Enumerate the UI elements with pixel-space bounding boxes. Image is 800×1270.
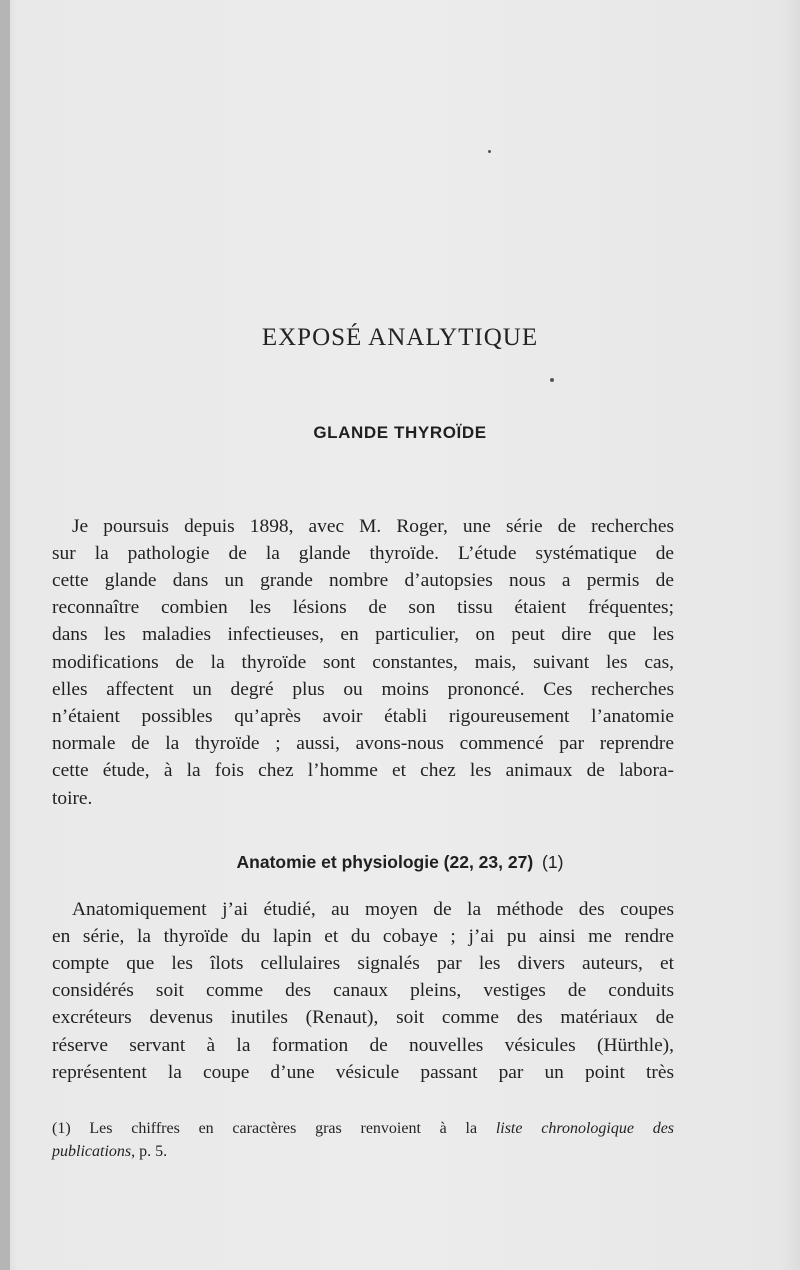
text-line: reconnaître combien les lésions de son tissu étaient fréquentes; — [52, 597, 674, 618]
text-line: n’étaient possibles qu’après avoir établi rigoureusement l’anatomie — [52, 706, 674, 727]
page-title: EXPOSÉ ANALYTIQUE — [261, 324, 539, 351]
footnote-line-2 — [52, 1141, 674, 1163]
section-heading — [0, 852, 800, 873]
footnote-italic-text: publications — [52, 1143, 132, 1160]
footnote-italic-text: liste chronologique des — [495, 1120, 675, 1137]
ink-speck — [550, 378, 554, 382]
page-edge-shadow — [0, 0, 10, 1270]
footnote-text: , p. 5. — [131, 1143, 168, 1160]
section-heading-label: Anatomie et physiologie (22, 23, 27) — [236, 852, 534, 872]
text-line: réserve servant à la formation de nouvelles vésicules (Hürthle), — [52, 1035, 674, 1056]
text-line: Je poursuis depuis 1898, avec M. Roger, une série de recherches — [72, 516, 674, 537]
text-line: elles affectent un degré plus ou moins prononcé. Ces recherches — [52, 679, 674, 700]
text-line: dans les maladies infectieuses, en particulier, on peut dire que les — [52, 624, 674, 645]
text-line: cette glande dans un grande nombre d’autopsies nous a permis de — [52, 570, 674, 591]
text-line: en série, la thyroïde du lapin et du cobaye ; j’ai pu ainsi me rendre — [52, 926, 674, 947]
ink-speck — [488, 150, 491, 153]
footnote-line-1 — [52, 1118, 674, 1140]
text-line: excréteurs devenus inutiles (Renaut), soit comme des matériaux de — [52, 1007, 674, 1028]
footnote-marker: (1) — [52, 1120, 71, 1137]
text-line: compte que les îlots cellulaires signalés par les divers auteurs, et — [52, 953, 674, 974]
footnote-text: Les chiffres en caractères gras renvoient à la — [89, 1120, 478, 1137]
text-line: normale de la thyroïde ; aussi, avons-nous commencé par reprendre — [52, 733, 674, 754]
text-line: toire. — [52, 788, 93, 809]
text-line: sur la pathologie de la glande thyroïde. L’étude systématique de — [52, 543, 674, 564]
text-line: considérés soit comme des canaux pleins, vestiges de conduits — [52, 980, 674, 1001]
text-line: modifications de la thyroïde sont constantes, mais, suivant les cas, — [52, 652, 674, 673]
footnote-reference: (1) — [542, 852, 564, 872]
text-line: Anatomiquement j’ai étudié, au moyen de la méthode des coupes — [72, 899, 674, 920]
text-line: cette étude, à la fois chez l’homme et chez les animaux de labora- — [52, 760, 674, 781]
page-subtitle: GLANDE THYROÏDE — [313, 423, 487, 442]
text-line: représentent la coupe d’une vésicule passant par un point très — [52, 1062, 674, 1083]
